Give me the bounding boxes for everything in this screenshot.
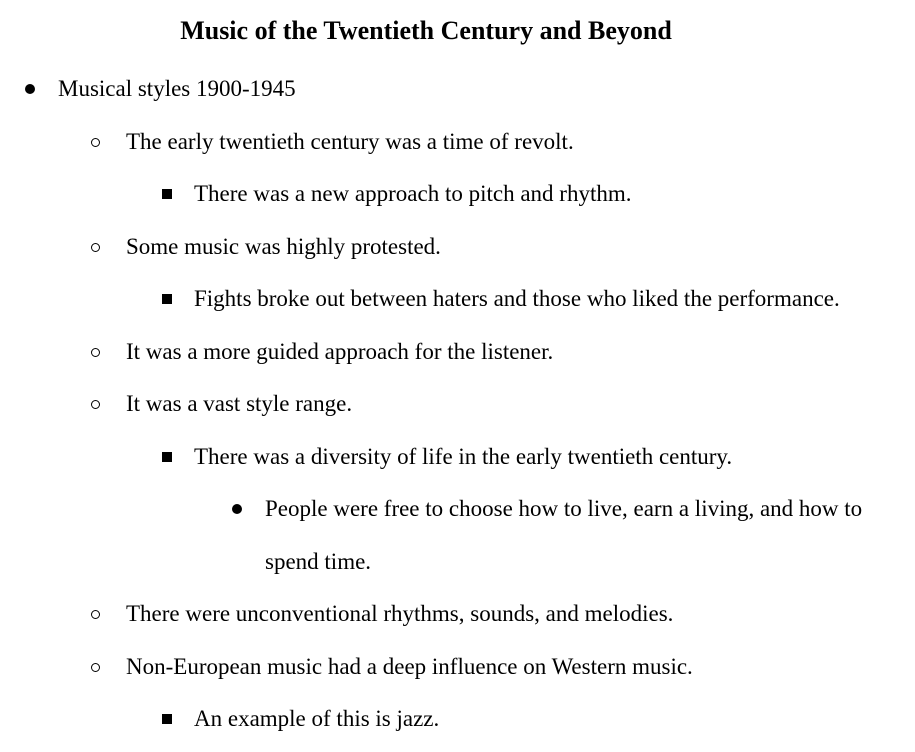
list-item-text: People were free to choose how to live, earn a living, and how to spend time. [265,496,863,574]
list-item-text: It was a more guided approach for the listener. [126,338,554,364]
list-item [0,641,870,694]
outline-list [0,63,870,746]
bullet-open-circle-icon [91,243,100,252]
list-item-text: An example of this is jazz. [194,706,440,731]
list-item [0,431,870,484]
list-item [0,588,870,641]
list-item-text: Musical styles 1900-1945 [58,76,296,101]
bullet-filled-square-icon [162,189,172,199]
bullet-open-circle-icon [91,348,100,357]
bullet-open-circle-icon [91,400,100,409]
list-item-text: Non-European music had a deep influence on Western music. [126,653,693,679]
list-item-text: There were unconventional rhythms, sounds, and melodies. [126,601,674,626]
list-item [0,483,870,588]
list-item [0,221,870,274]
bullet-open-circle-icon [91,138,100,147]
bullet-filled-square-icon [162,452,172,462]
list-item [0,693,870,746]
list-item [0,63,870,116]
page-title: Music of the Twentieth Century and Beyond [180,16,672,45]
bullet-open-circle-icon [91,663,100,672]
list-item-text: There was a diversity of life in the early twentieth century. [194,443,733,469]
list-item-text: Fights broke out between haters and those who liked the performance. [194,286,840,311]
list-item [0,378,870,431]
bullet-filled-square-icon [162,294,172,304]
list-item [0,168,870,221]
list-item [0,273,870,326]
bullet-filled-square-icon [162,714,172,724]
bullet-filled-circle-icon [232,504,242,514]
document-page [0,13,870,746]
list-item-text: Some music was highly protested. [126,233,441,259]
list-item-text: There was a new approach to pitch and rhythm. [194,181,632,206]
bullet-filled-circle-icon [25,84,35,94]
list-item-text: The early twentieth century was a time of revolt. [126,128,574,154]
list-item [0,116,870,169]
bullet-open-circle-icon [91,610,100,619]
list-item-text: It was a vast style range. [126,391,353,416]
list-item [0,326,870,379]
